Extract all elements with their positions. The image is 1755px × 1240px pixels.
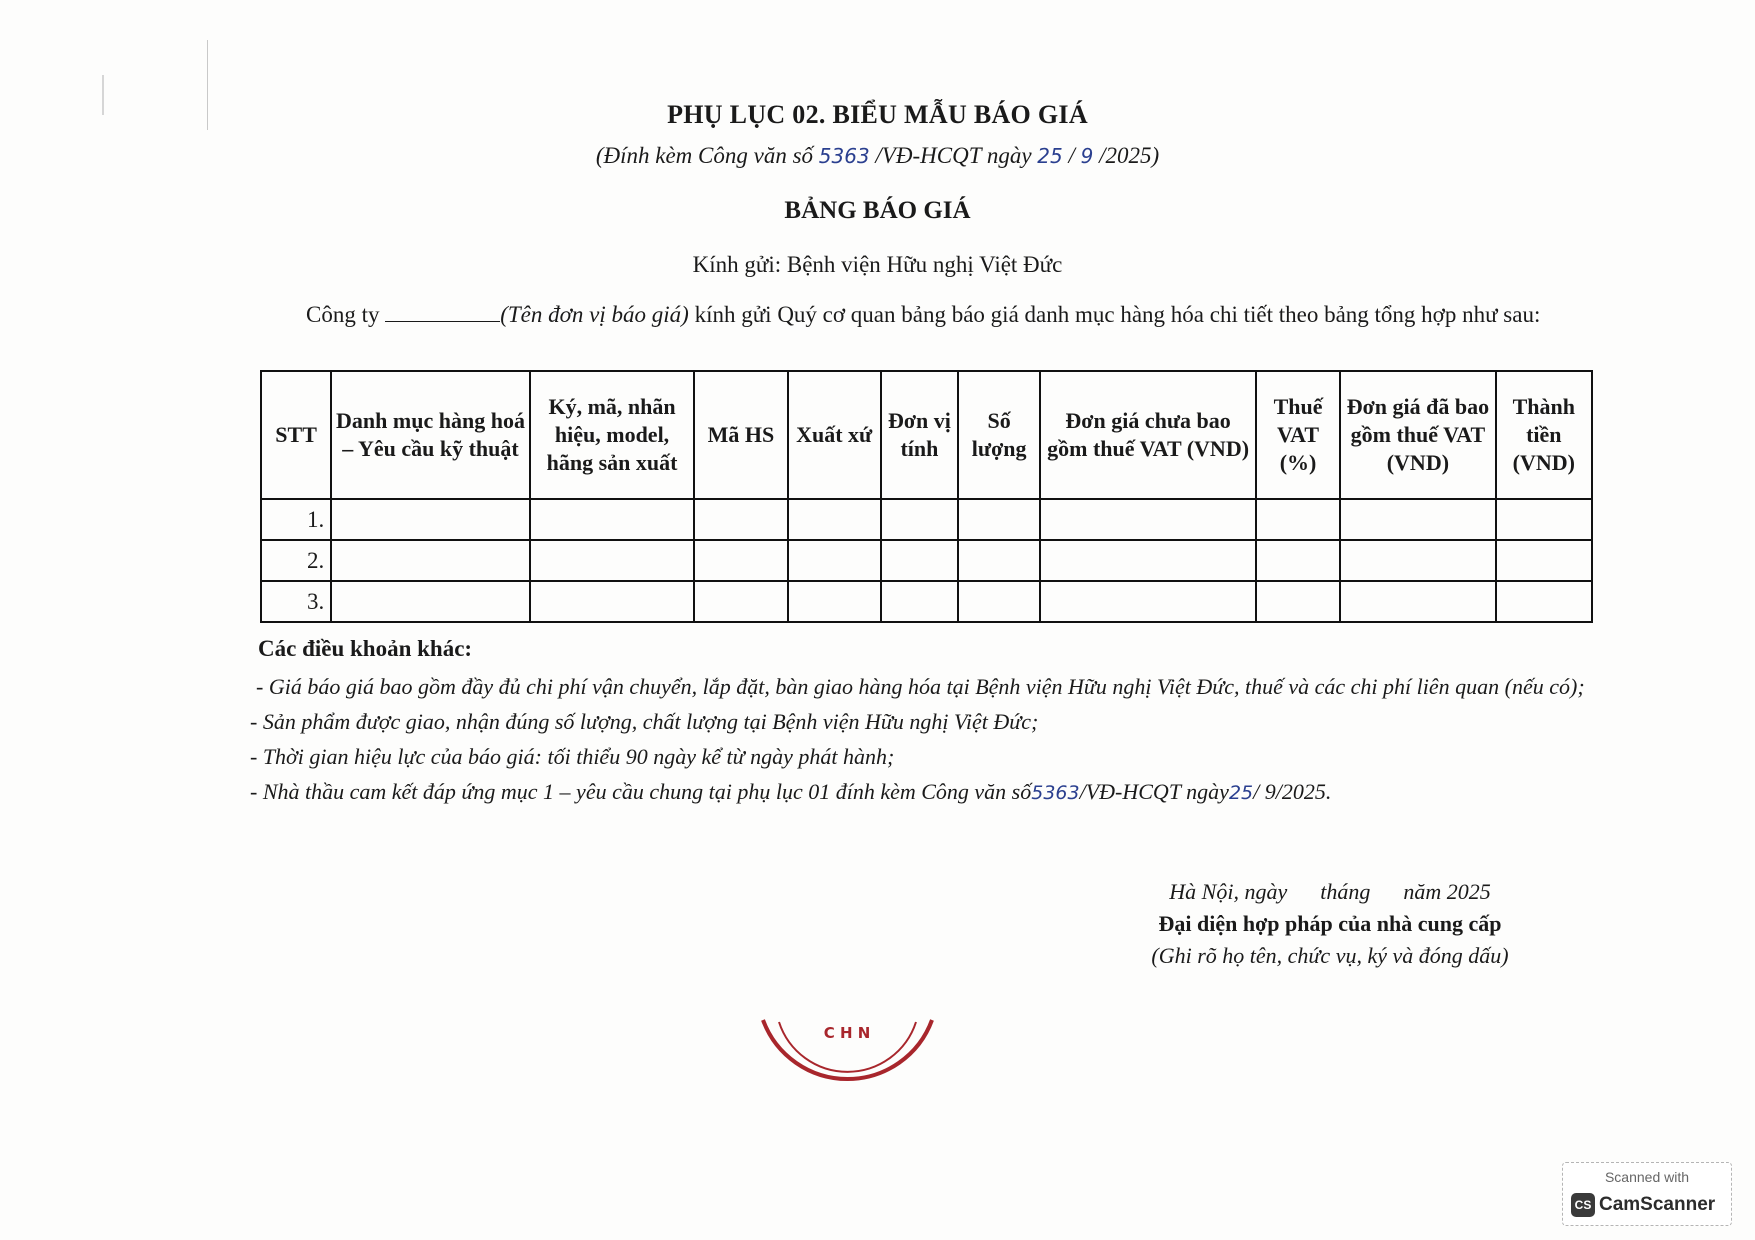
- col-header-vat: Thuế VAT (%): [1256, 371, 1340, 499]
- handwritten-day: 25: [1037, 144, 1063, 168]
- table-cell: [331, 581, 530, 622]
- table-cell: [331, 540, 530, 581]
- table-cell: [881, 581, 958, 622]
- col-header-stt: STT: [261, 371, 331, 499]
- col-header-hs-code: Mã HS: [694, 371, 787, 499]
- col-header-unit: Đơn vị tính: [881, 371, 958, 499]
- attachment-prefix: (Đính kèm Công văn số: [595, 143, 819, 168]
- table-cell: [1496, 499, 1592, 540]
- table-cell: [530, 581, 694, 622]
- table-header-row: [261, 371, 1592, 499]
- intro-paragraph: [236, 298, 1586, 331]
- table-cell: [530, 499, 694, 540]
- table-cell: [958, 581, 1040, 622]
- table-cell: [881, 540, 958, 581]
- red-stamp-seal: [755, 1010, 940, 1120]
- quote-table: [260, 370, 1593, 623]
- col-header-price-incl-vat: Đơn giá đã bao gồm thuế VAT (VND): [1340, 371, 1495, 499]
- term-item-2: - Sản phẩm được giao, nhận đúng số lượng, chất lượng tại Bệnh viện Hữu nghị Việt Đức;: [250, 709, 1039, 734]
- table-cell: [331, 499, 530, 540]
- table-cell: [881, 499, 958, 540]
- term-item-4-middle: /VĐ-HCQT ngày: [1079, 779, 1229, 804]
- row-number: 2.: [261, 540, 331, 581]
- document-title: PHỤ LỤC 02. BIỂU MẪU BÁO GIÁ: [667, 100, 1088, 129]
- term-item-3: - Thời gian hiệu lực của báo giá: tối thiểu 90 ngày kể từ ngày phát hành;: [250, 744, 895, 769]
- term-item-1: - Giá báo giá bao gồm đầy đủ chi phí vận chuyển, lắp đặt, bàn giao hàng hóa tại Bệnh viện Hữu nghị Việt Đức, thuế và các chi phí liên quan (nếu có);: [256, 674, 1585, 699]
- table-cell: [788, 581, 881, 622]
- table-cell: [1340, 499, 1495, 540]
- attachment-reference: [0, 143, 1755, 169]
- signature-note: (Ghi rõ họ tên, chức vụ, ký và đóng dấu): [1151, 943, 1509, 968]
- col-header-quantity: Số lượng: [958, 371, 1040, 499]
- col-header-brand: Ký, mã, nhãn hiệu, model, hãng sản xuất: [530, 371, 694, 499]
- table-cell: [1496, 581, 1592, 622]
- col-header-price-excl-vat: Đơn giá chưa bao gồm thuế VAT (VND): [1040, 371, 1256, 499]
- table-cell: [694, 581, 787, 622]
- table-cell: [1256, 540, 1340, 581]
- table-row: [261, 581, 1592, 622]
- handwritten-day: 25: [1228, 782, 1254, 804]
- table-cell: [788, 499, 881, 540]
- attachment-middle: /VĐ-HCQT ngày: [869, 143, 1038, 168]
- signature-place-date: Hà Nội, ngày tháng năm 2025: [1169, 879, 1491, 904]
- signature-representative: Đại diện hợp pháp của nhà cung cấp: [1158, 911, 1502, 936]
- camscanner-logo-icon: CS: [1571, 1193, 1595, 1217]
- company-name-blank: [385, 303, 500, 322]
- attachment-suffix: /2025): [1093, 143, 1160, 168]
- table-cell: [1040, 499, 1256, 540]
- table-cell: [1040, 581, 1256, 622]
- table-row: [261, 540, 1592, 581]
- row-number: 3.: [261, 581, 331, 622]
- table-cell: [1256, 581, 1340, 622]
- watermark-brand: CamScanner: [1599, 1194, 1716, 1215]
- table-cell: [788, 540, 881, 581]
- table-cell: [1496, 540, 1592, 581]
- table-cell: [1340, 581, 1495, 622]
- row-number: 1.: [261, 499, 331, 540]
- col-header-item: Danh mục hàng hoá – Yêu cầu kỹ thuật: [331, 371, 530, 499]
- placeholder-note: (Tên đơn vị báo giá): [500, 302, 689, 327]
- stamp-text: C H N: [823, 1024, 871, 1042]
- camscanner-watermark: [1562, 1162, 1732, 1226]
- terms-section: [230, 636, 1630, 812]
- table-cell: [530, 540, 694, 581]
- table-cell: [1040, 540, 1256, 581]
- handwritten-doc-number: 5363: [1031, 782, 1080, 804]
- term-item-4: [230, 775, 1630, 810]
- quote-heading: BẢNG BÁO GIÁ: [784, 197, 971, 224]
- terms-heading: Các điều khoản khác:: [258, 636, 473, 661]
- term-item-4-prefix: - Nhà thầu cam kết đáp ứng mục 1 – yêu cầu chung tại phụ lục 01 đính kèm Công văn số: [250, 779, 1032, 804]
- table-cell: [958, 540, 1040, 581]
- table-cell: [694, 540, 787, 581]
- recipient-line: Kính gửi: Bệnh viện Hữu nghị Việt Đức: [692, 252, 1063, 277]
- col-header-total: Thành tiền (VND): [1496, 371, 1592, 499]
- table-cell: [1256, 499, 1340, 540]
- table-cell: [1340, 540, 1495, 581]
- table-row: [261, 499, 1592, 540]
- watermark-caption: Scanned with: [1604, 1169, 1690, 1185]
- date-separator: /: [1062, 143, 1081, 168]
- term-item-4-suffix: / 9/2025.: [1253, 779, 1332, 804]
- intro-text: kính gửi Quý cơ quan bảng báo giá danh mục hàng hóa chi tiết theo bảng tổng hợp như sau:: [688, 302, 1541, 327]
- handwritten-month: 9: [1080, 144, 1094, 168]
- signature-block: [1100, 876, 1560, 972]
- table-cell: [958, 499, 1040, 540]
- company-label: Công ty: [306, 302, 386, 327]
- handwritten-doc-number: 5363: [818, 144, 870, 168]
- col-header-origin: Xuất xứ: [788, 371, 881, 499]
- table-cell: [694, 499, 787, 540]
